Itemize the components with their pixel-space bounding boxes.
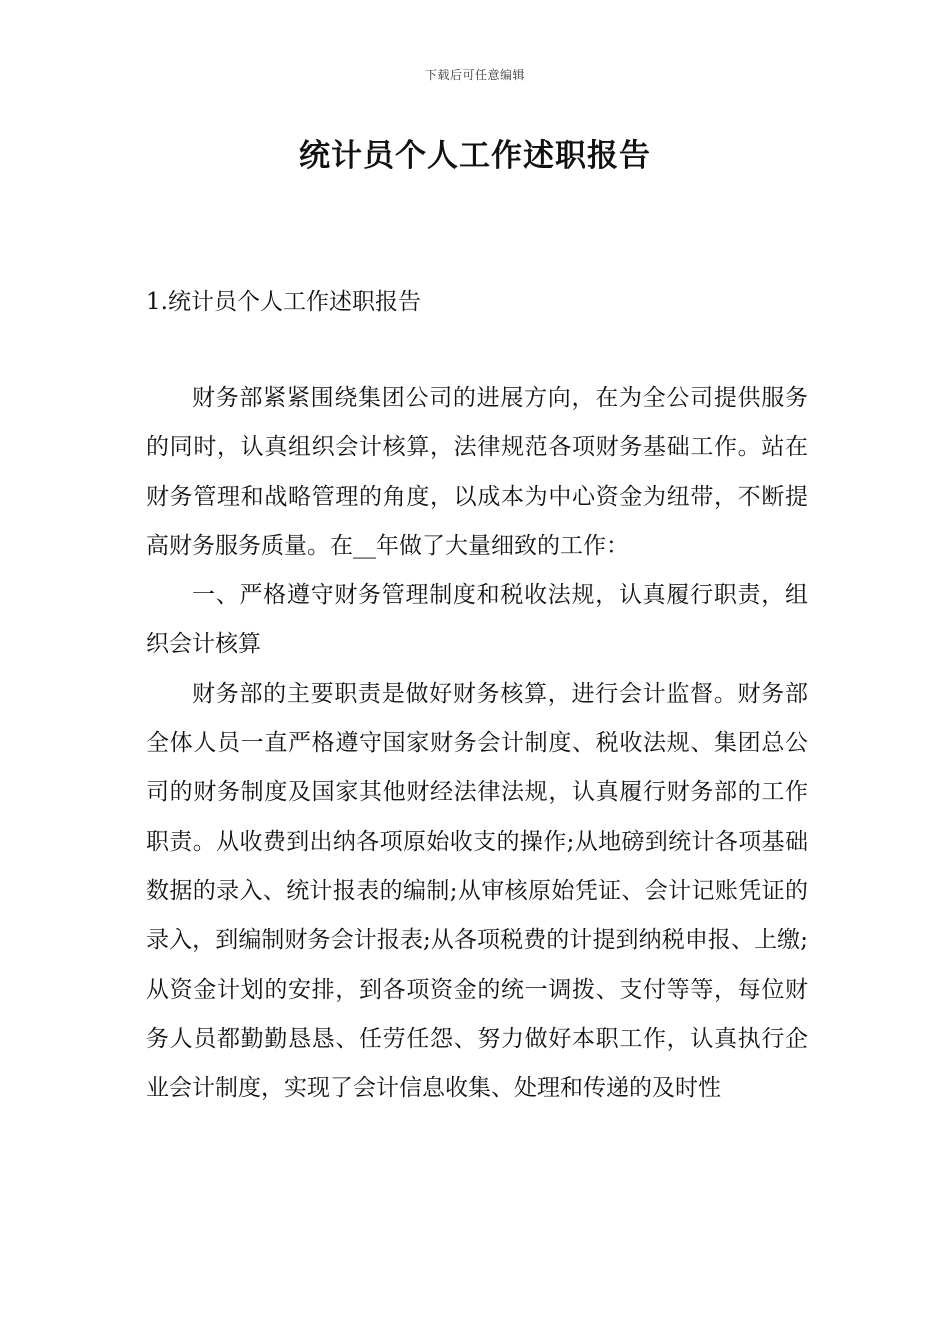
body-text — [146, 374, 808, 1113]
paragraph-1: 财务部紧紧围绕集团公司的进展方向，在为全公司提供服务的同时，认真组织会计核算，法律规范各项财务基础工作。站在财务管理和战略管理的角度，以成本为中心资金为纽带，不断提高财务服务质量。在__年做了大量细致的工作： — [146, 385, 808, 559]
paragraph-2: 一、严格遵守财务管理制度和税收法规，认真履行职责，组织会计核算 — [146, 582, 808, 658]
section-heading: 1.统计员个人工作述职报告 — [146, 289, 421, 315]
paragraph-3: 财务部的主要职责是做好财务核算，进行会计监督。财务部全体人员一直严格遵守国家财务会计制度、税收法规、集团总公司的财务制度及国家其他财经法律法规，认真履行财务部的工作职责。从收费到出纳各项原始收支的操作;从地磅到统计各项基础数据的录入、统计报表的编制;从审核原始凭证、会计记账凭证的录入，到编制财务会计报表;从各项税费的计提到纳税申报、上缴;从资金计划的安排，到各项资金的统一调拨、支付等等，每位财务人员都勤勤恳恳、任劳任怨、努力做好本职工作，认真执行企业会计制度，实现了会计信息收集、处理和传递的及时性 — [146, 680, 808, 1102]
document-title: 统计员个人工作述职报告 — [299, 138, 651, 174]
header-note: 下载后可任意编辑 — [424, 68, 525, 82]
